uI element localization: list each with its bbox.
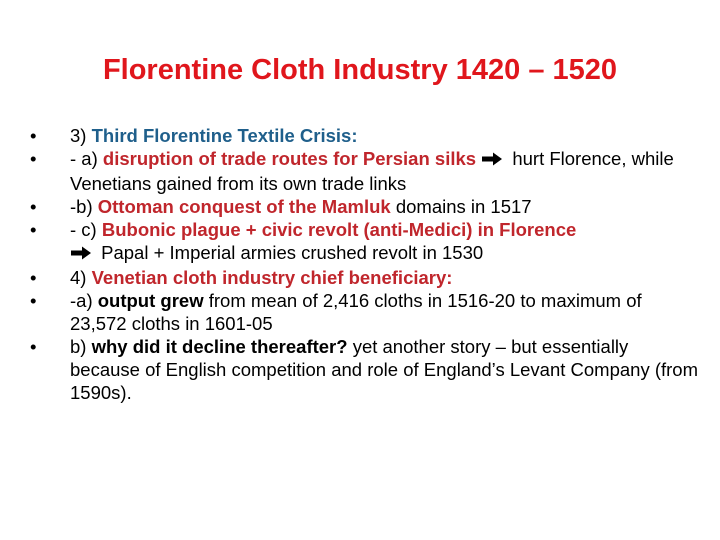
bullet-after-arrow: Papal + Imperial armies crushed revolt in 1530 [96,242,484,263]
bullet-item [30,289,698,335]
bullet-highlight: Venetian cloth industry chief beneficiary: [91,267,453,288]
bullet-suffix: from mean of 2,416 cloths in 1516-20 to maximum of 23,572 cloths in 1601-05 [70,290,642,334]
bullet-bold: why did it decline thereafter? [91,336,348,357]
right-arrow-icon [70,243,92,266]
bullet-dot: • [30,125,37,146]
bullet-dot: • [30,219,37,240]
bullet-dot: • [30,196,37,217]
bullet-bold: output grew [97,290,204,311]
bullet-dot: • [30,336,37,357]
bullet-highlight: disruption of trade routes for Persian silks [102,148,477,169]
bullet-highlight: Ottoman conquest of the Mamluk [97,196,391,217]
bullet-prefix: - a) [70,148,103,169]
bullet-item [30,266,698,289]
bullet-item [30,124,698,147]
slide-title: Florentine Cloth Industry 1420 – 1520 [102,54,618,86]
bullet-dot: • [30,267,37,288]
bullet-prefix: b) [70,336,92,357]
bullet-highlight: Third Florentine Textile Crisis: [91,125,358,146]
bullet-item [30,195,698,218]
bullet-highlight: Bubonic plague + civic revolt (anti-Medici) in Florence [101,219,577,240]
bullet-prefix: - c) [70,219,102,240]
bullet-item [30,218,698,266]
bullet-after-arrow: hurt Florence, while Venetians gained from its own trade links [70,148,674,194]
bullet-prefix: -a) [70,290,98,311]
bullet-dot: • [30,290,37,311]
bullet-item [30,335,698,404]
bullet-item [30,147,698,195]
bullet-suffix: yet another story – but essentially because of English competition and role of England’s Levant Company (from 1590s). [70,336,698,403]
bullet-dot: • [30,148,37,169]
bullet-prefix: 4) [70,267,92,288]
bullet-list [30,124,698,404]
bullet-prefix: -b) [70,196,98,217]
bullet-prefix: 3) [70,125,92,146]
bullet-suffix: domains in 1517 [390,196,532,217]
right-arrow-icon [481,149,503,172]
